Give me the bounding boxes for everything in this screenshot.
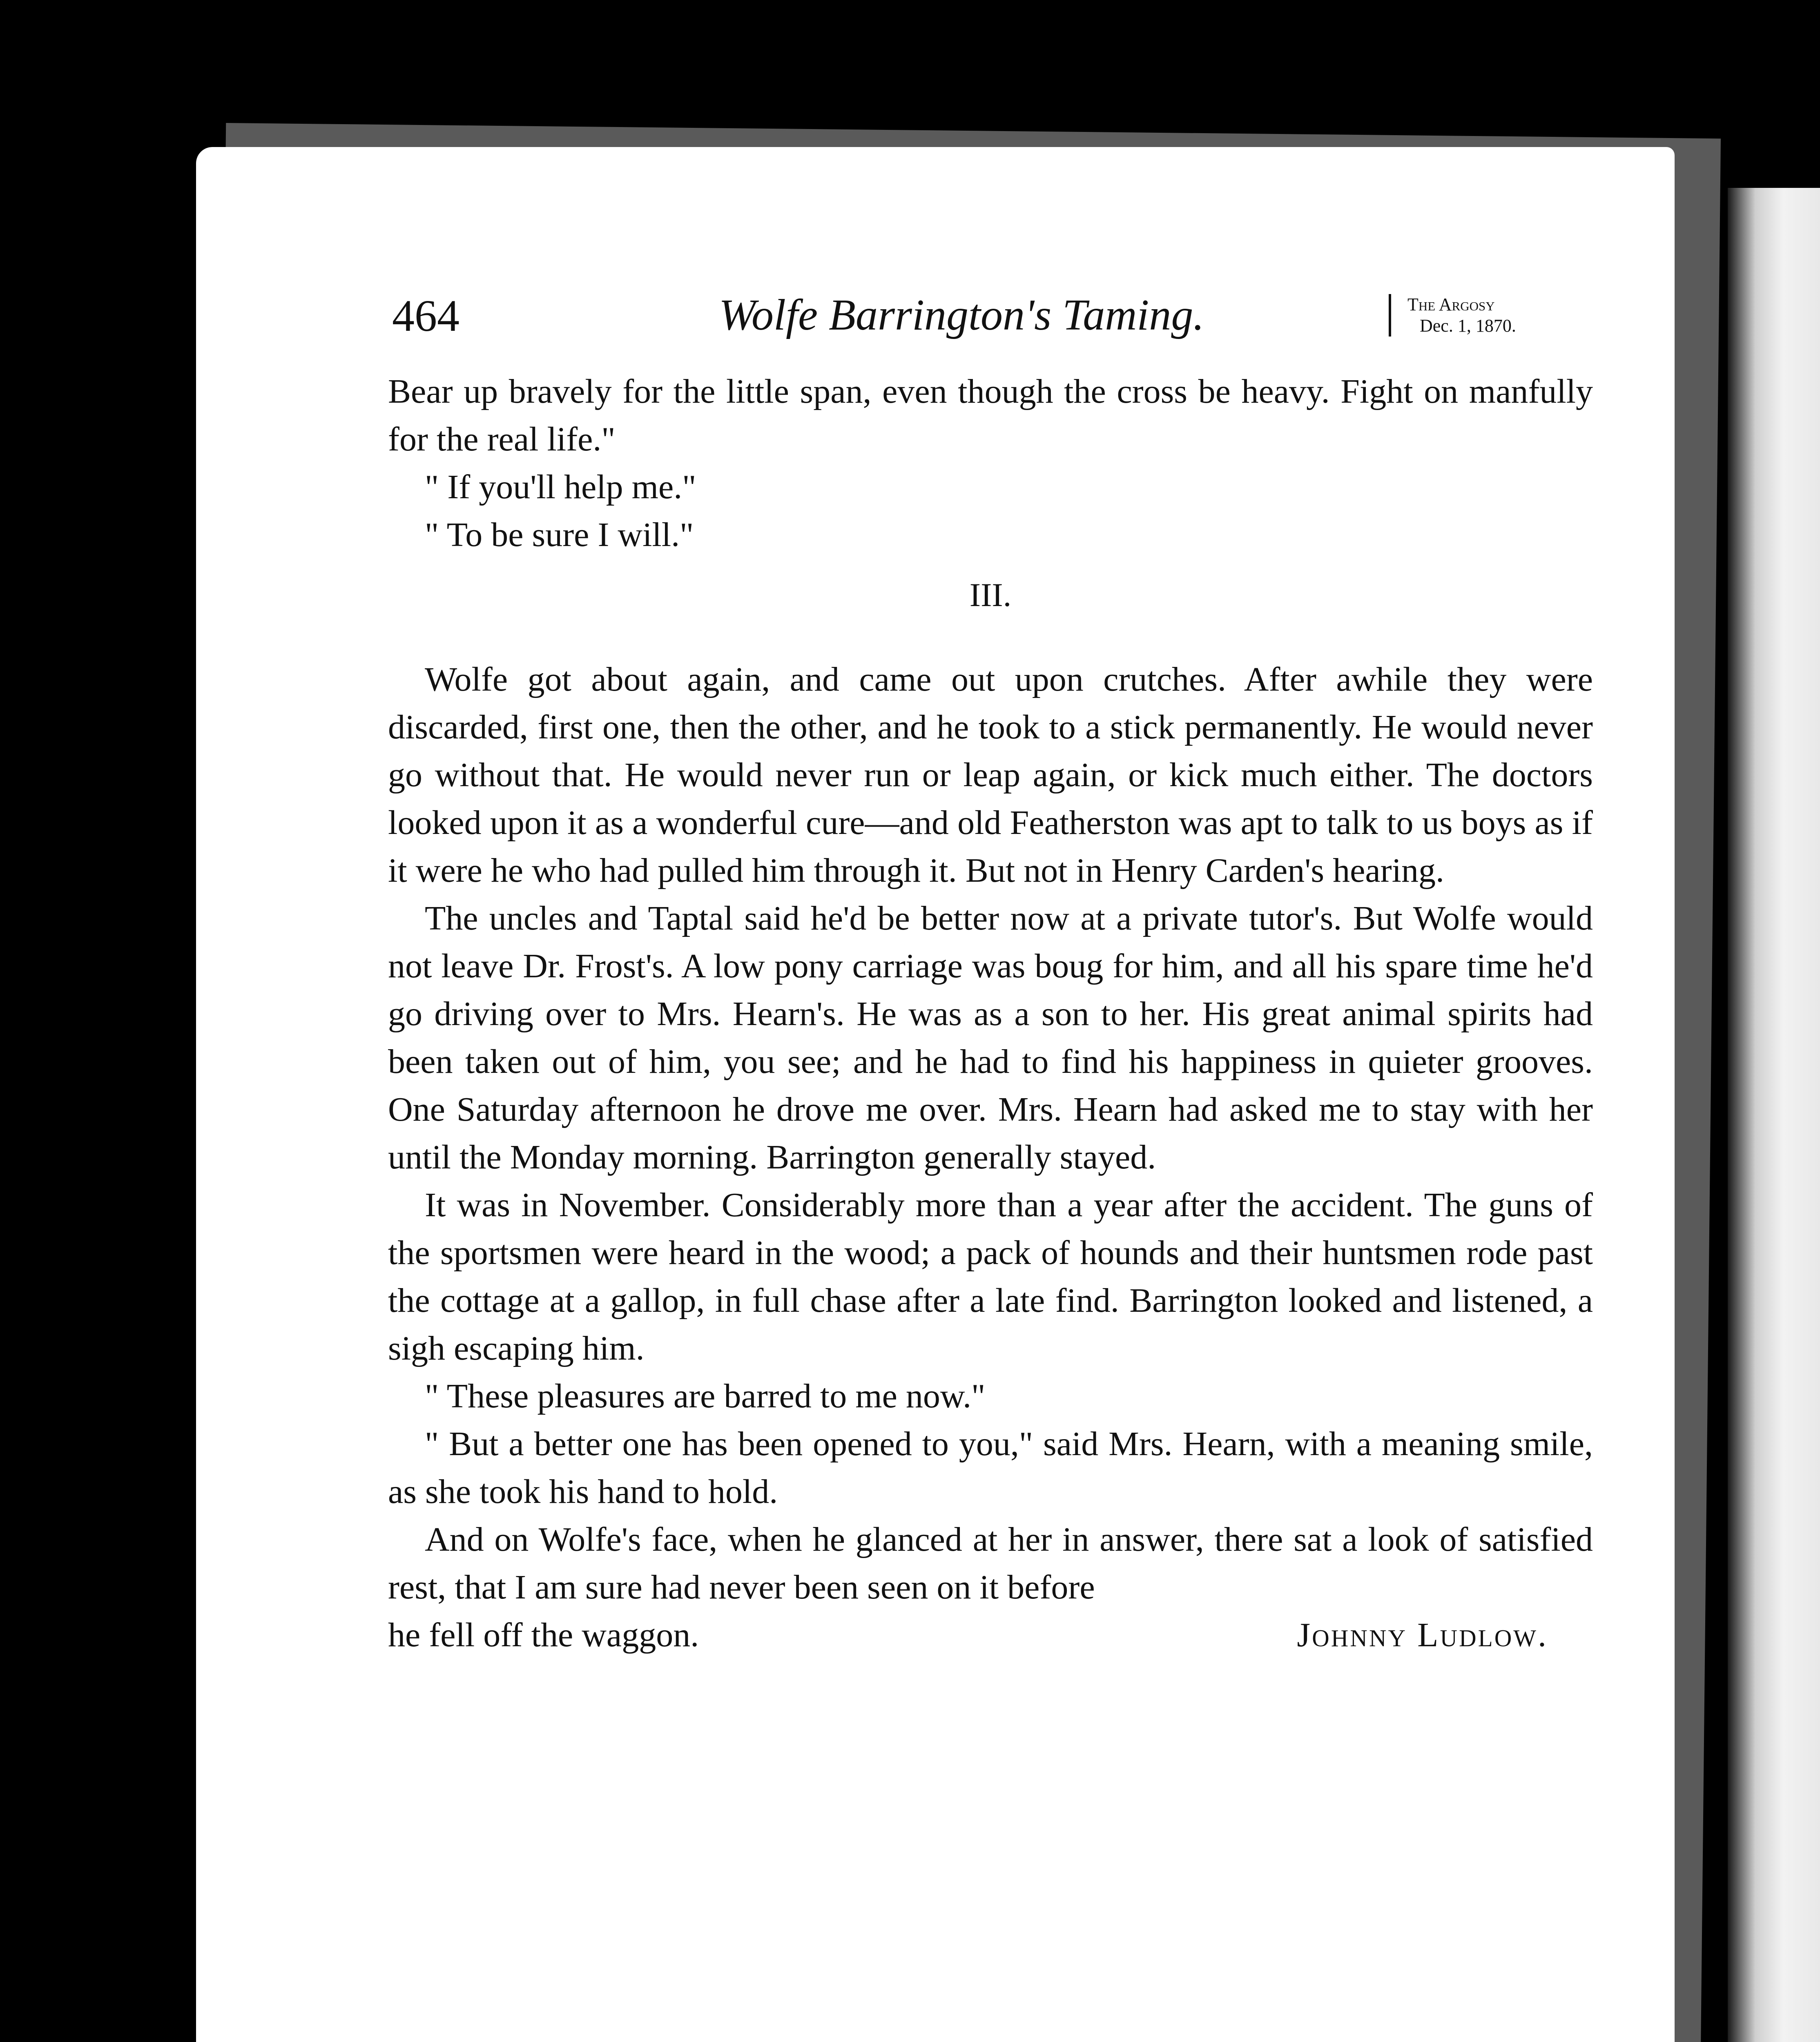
paragraph-9: And on Wolfe's face, when he glanced at her in answer, there sat a look of satisfied rest, that I am sure had never been seen on it before [388, 1520, 1593, 1606]
running-title: Wolfe Barrington's Taming. [719, 291, 1204, 339]
masthead-publication: The Argosy [1407, 294, 1495, 314]
masthead [1389, 294, 1516, 337]
paragraph-3: " To be sure I will." [425, 516, 694, 554]
section-heading: III. [969, 576, 1012, 613]
facing-page-edge [1728, 188, 1820, 2042]
author-signature: Johnny Ludlow. [1297, 1616, 1548, 1654]
body-text [388, 368, 1593, 1659]
masthead-date: Dec. 1, 1870. [1420, 316, 1516, 336]
paragraph-7: " These pleasures are barred to me now." [425, 1377, 986, 1415]
paragraph-9-end: he fell off the waggon. [388, 1616, 699, 1654]
paragraph-8: " But a better one has been opened to you," said Mrs. Hearn, with a meaning smile, as she took his hand to hold. [388, 1425, 1593, 1511]
paragraph-1: Bear up bravely for the little span, even though the cross be heavy. Fight on manfully for the real life." [388, 372, 1593, 458]
page-header [392, 286, 1609, 359]
closing-line [388, 1611, 1593, 1659]
paragraph-6: It was in November. Considerably more than a year after the accident. The guns of the sportsmen were heard in the wood; a pack of hounds and their huntsmen rode past the cottage at a gallop, in full chase after a late find. Barrington looked and listened, a sigh escaping him. [388, 1186, 1593, 1367]
paragraph-5: The uncles and Taptal said he'd be better now at a private tutor's. But Wolfe would not leave Dr. Frost's. A low pony carriage was boug for him, and all his spare time he'd go driving over to Mrs. Hearn's. He was as a son to her. His great animal spirits had been taken out of him, you see; and he had to find his happiness in quieter grooves. One Saturday afternoon he drove me over. Mrs. Hearn had asked me to stay with her until the Monday morning. Barrington generally stayed. [388, 899, 1593, 1176]
paragraph-4: Wolfe got about again, and came out upon crutches. After awhile they were discarded, first one, then the other, and he took to a stick permanently. He would never go without that. He would never run or leap again, or kick much either. The doctors looked upon it as a wonderful cure—and old Featherston was apt to talk to us boys as if it were he who had pulled him through it. But not in Henry Carden's hearing. [388, 660, 1593, 889]
page-number: 464 [392, 291, 459, 341]
paragraph-2: " If you'll help me." [425, 468, 696, 506]
